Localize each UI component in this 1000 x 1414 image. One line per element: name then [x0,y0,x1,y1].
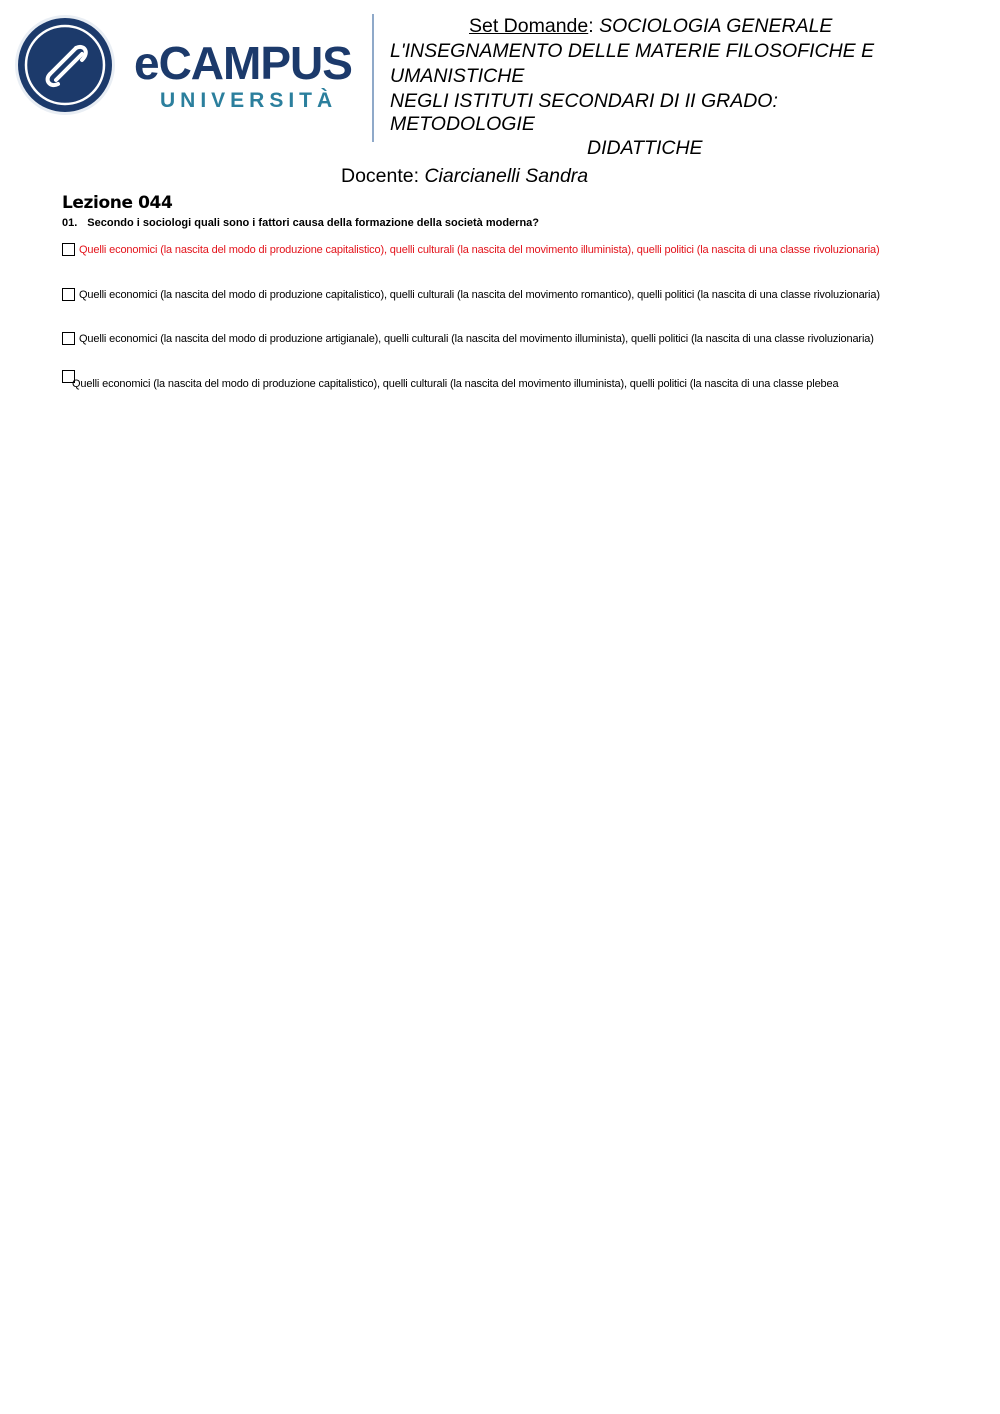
course-line-5: METODOLOGIE [390,113,535,135]
set-separator: : [588,15,600,37]
answer-text: Quelli economici (la nascita del modo di produzione capitalistico), quelli culturali (la nascita del movimento illuminista), quelli politici (la nascita di una classe rivoluzionaria) [79,244,880,256]
ecampus-logo [14,14,359,116]
answer-checkbox[interactable] [62,332,75,345]
course-name: SOCIOLOGIA GENERALE [599,15,833,37]
course-line-6: DIDATTICHE [587,137,703,159]
course-line-3: UMANISTICHE [390,65,525,87]
answer-option[interactable] [62,331,922,348]
set-label: Set Domande [469,15,589,37]
lesson-title: Lezione 044 [62,193,173,213]
logo-wordmark: eCAMPUS [134,37,352,89]
answer-option[interactable] [62,287,922,304]
docente-line [341,164,588,188]
course-line-4: NEGLI ISTITUTI SECONDARI DI II GRADO: [390,90,778,112]
header-divider [372,14,374,142]
answer-checkbox[interactable] [62,288,75,301]
question-text [62,215,539,231]
set-title-line [469,14,832,38]
logo-subtitle: UNIVERSITÀ [160,89,338,112]
course-line-2: L'INSEGNAMENTO DELLE MATERIE FILOSOFICHE E [390,40,875,62]
docente-name: Ciarcianelli Sandra [424,165,589,187]
answer-option[interactable] [62,242,922,259]
answer-checkbox[interactable] [62,243,75,256]
docente-label: Docente: [341,165,425,187]
question-number: 01. [62,217,78,229]
answer-text: Quelli economici (la nascita del modo di produzione capitalistico), quelli culturali (la nascita del movimento romantico), quelli politici (la nascita di una classe rivoluzionaria) [79,289,880,301]
answer-text: Quelli economici (la nascita del modo di produzione capitalistico), quelli culturali (la nascita del movimento illuminista), quelli politici (la nascita di una classe plebea [72,378,839,390]
ecampus-emblem-icon [14,14,118,116]
question-label: Secondo i sociologi quali sono i fattori causa della formazione della società moderna? [87,217,540,229]
answer-text: Quelli economici (la nascita del modo di produzione artigianale), quelli culturali (la nascita del movimento illuminista), quelli politici (la nascita di una classe rivoluzionaria) [79,333,874,345]
